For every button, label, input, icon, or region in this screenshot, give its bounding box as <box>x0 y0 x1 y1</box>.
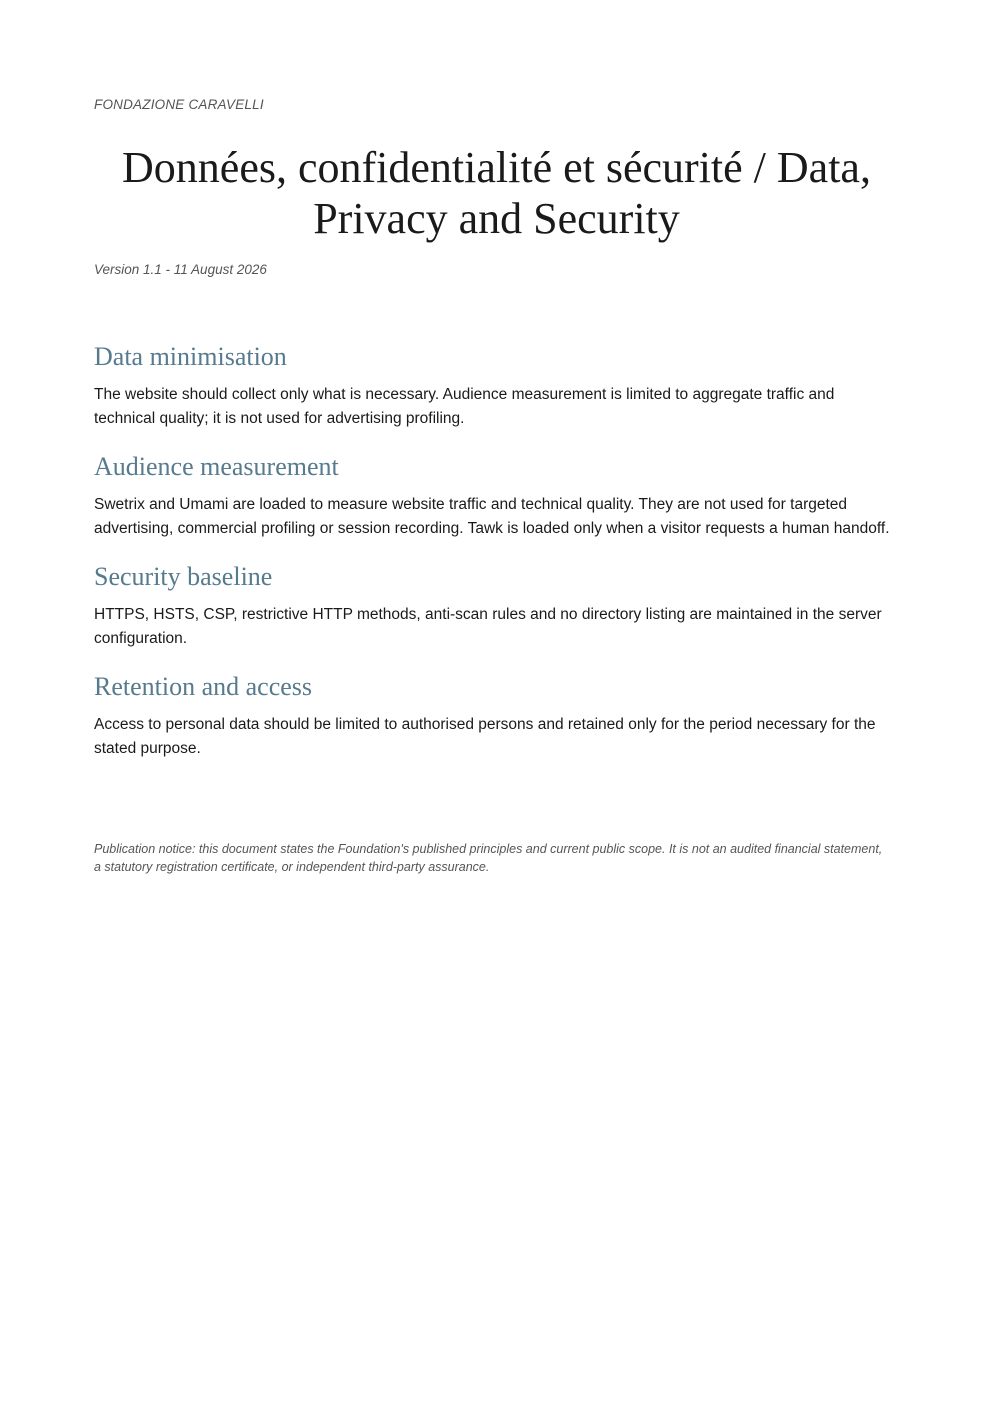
sections <box>94 341 899 781</box>
section-security-baseline <box>94 561 899 650</box>
section-retention-and-access <box>94 671 899 760</box>
section-heading: Security baseline <box>94 562 273 591</box>
document-title: Données, confidentialité et sécurité / Data, Privacy and Security <box>122 143 871 243</box>
version-line: Version 1.1 - 11 August 2026 <box>94 262 267 277</box>
organization-name: FONDAZIONE CARAVELLI <box>94 97 264 112</box>
section-heading: Retention and access <box>94 672 313 701</box>
section-body: Swetrix and Umami are loaded to measure website traffic and technical quality. They are not used for targeted advertising, commercial profiling or session recording. Tawk is loaded only when a visitor requests a human handoff. <box>94 496 890 537</box>
section-body: HTTPS, HSTS, CSP, restrictive HTTP methods, anti-scan rules and no directory listing are maintained in the server configuration. <box>94 606 882 647</box>
section-body: The website should collect only what is necessary. Audience measurement is limited to aggregate traffic and technical quality; it is not used for advertising profiling. <box>94 386 835 427</box>
section-data-minimisation <box>94 341 899 430</box>
section-heading: Audience measurement <box>94 452 339 481</box>
section-heading: Data minimisation <box>94 342 287 371</box>
section-audience-measurement <box>94 451 899 540</box>
section-body: Access to personal data should be limited to authorised persons and retained only for the period necessary for the stated purpose. <box>94 716 876 757</box>
publication-notice: Publication notice: this document states the Foundation's published principles and current public scope. It is not an audited financial statement, a statutory registration certificate, or independent third-party assurance. <box>94 842 883 874</box>
